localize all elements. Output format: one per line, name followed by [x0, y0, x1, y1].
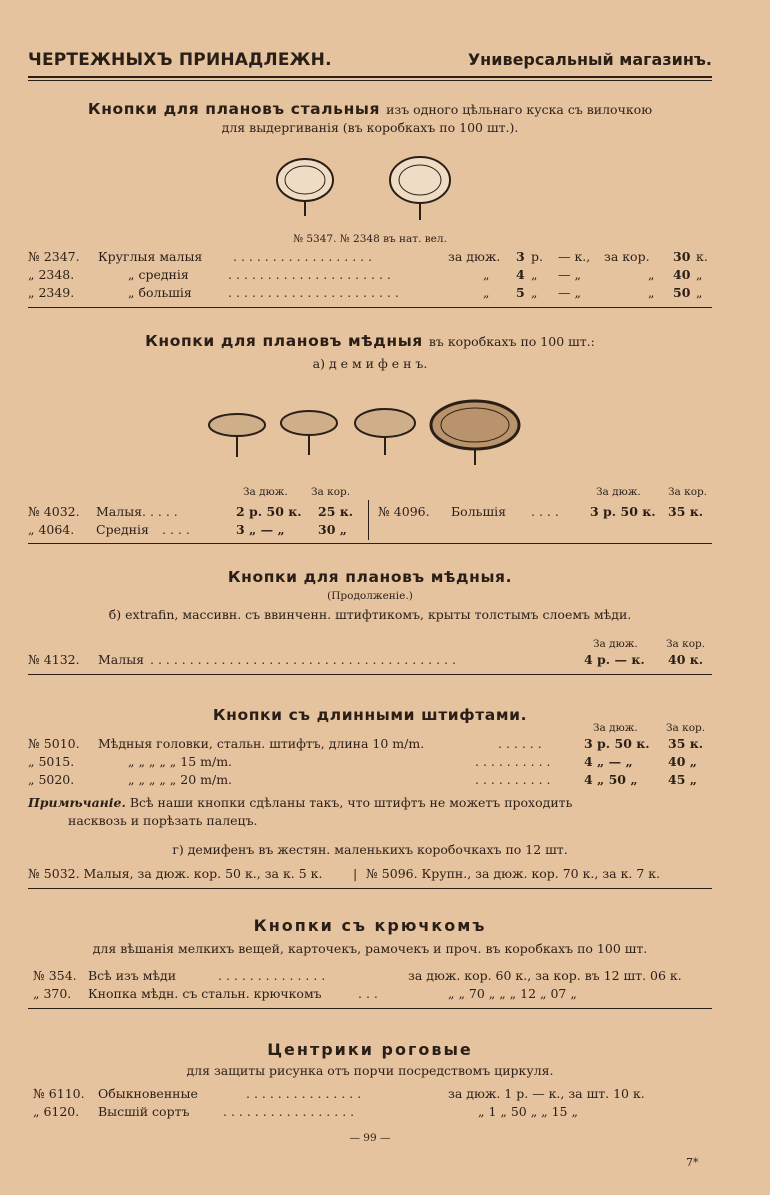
section-subtitle: для защиты рисунка отъ порчи посредствомъ циркуля.	[186, 1063, 554, 1078]
section-title: Кнопки съ длинными штифтами.	[212, 706, 528, 724]
section-divider	[28, 307, 712, 308]
signature-mark: 7*	[686, 1156, 699, 1169]
table-row: № 6110. Обыкновенные . . . . . . . . . . . . . . . за дюж. 1 р. — к., за шт. 10 к.	[33, 1086, 645, 1101]
catalog-page: ЧЕРТЕЖНЫХЪ ПРИНАДЛЕЖН. Универсальный магазинъ. Кнопки для плановъ стальныя изъ одного цѣльнаго куска съ вилочкою для выдергиванія (въ коробкахъ по 100 шт.). № 5347. № 2348 въ нат. вел. № 2347. Круглыя малыя . . . . . . . . . . . . . . . . . . за дюж. 3 р. — к., за кор. 30 к. „ 2348. „ среднія . . . . . . . . . . . . . . . . . . . . . „ 4 „ — „ „ 40 „ „ 2349. „ большія . . . . . . . . . . . . . . . . . . . . . . „ 5 „ — „ „ 50 „ Кнопки для плановъ мѣдныя въ коробкахъ по 100 шт.: а) д е м и ф е н ъ. За дюж. За кор. За дюж. За кор. № 4032. Малыя . . . . . 2 р. 50 к. 25 к. № 4096. Большія . . . . 3 р. 50 к. 35 к. „ 4064. Среднія . . . . 3 „ — „ 30 „ Кнопки для плановъ мѣдныя. (Продолженіе.) б) extrafin, массивн. съ ввинченн. штифтикомъ, крыты толстымъ слоемъ мѣди. За дюж. За кор. № 4132. Малыя . . . . . . . . . . . . . . . . . . . . . . . . . . . . . . . . . . . . . . . 4 р. — к. 40 к. Кнопки съ длинными штифтами. За дюж. За кор. № 5010. Мѣдныя головки, стальн. штифтъ, длина 10 m/m. . . . . . . 3 р. 50 к. 35 к. „ 5015. „ „ „ „ „ 15 m/m. . . . . . . . . . . 4 „ — „ 40 „ „ 5020. „ „ „ „ „ 20 m/m. . . . . . . . . . . 4 „ 50 „ 45 „ Примѣчаніе. Всѣ наши кнопки сдѣланы такъ, что штифтъ не можетъ проходить насквозь и порѣзать палецъ. г) демифенъ въ жестян. маленькихъ коробочкахъ по 12 шт. № 5032. Малыя, за дюж. кор. 50 к., за к. 5 к. | № 5096. Крупн., за дюж. кор. 70 к., за к. 7 к. Кнопки съ крючкомъ для вѣшанія мелкихъ вещей, карточекъ, рамочекъ и проч. въ коробкахъ по 100 шт. № 354. Всѣ изъ мѣди . . . . . . . . . . . . . . за дюж. кор. 60 к., за кор. въ 12 шт. 06 к. „ 370. Кнопка мѣдн. съ стальн. крючкомъ . . . „ „ 70 „ „ „ 12 „ 07 „ Центрики роговые для защиты рисунка отъ порчи посредствомъ циркуля. № 6110. Обыкновенные . . . . . . . . . . . . . . . за дюж. 1 р. — к., за шт. 10 к. „ 6120. Высшій сортъ . . . . . . . . . . . . . . . . . „ 1 „ 50 „ „ 15 „ — 99 — 7*	[28, 50, 712, 1169]
tin-small-price: № 5032. Малыя, за дюж. кор. 50 к., за к. 5 к.	[28, 866, 323, 881]
table-row: № 4132. Малыя . . . . . . . . . . . . . . . . . . . . . . . . . . . . . . . . . . . . . . . 4 р. — к. 40 к.	[28, 652, 704, 667]
note-text: Всѣ наши кнопки сдѣланы такъ, что штифтъ не можетъ проходить	[129, 795, 573, 810]
section-title-rest: изъ одного цѣльнаго куска съ вилочкою	[386, 102, 653, 117]
table-row: „ 6120. Высшій сортъ . . . . . . . . . . . . . . . . . „ 1 „ 50 „ „ 15 „	[33, 1104, 578, 1119]
table-row: „ 2349. „ большія . . . . . . . . . . . . . . . . . . . . . . „ 5 „ — „ „ 50 „	[28, 285, 703, 300]
pin-5347-image	[277, 159, 333, 216]
section-subtitle: для вѣшанія мелкихъ вещей, карточекъ, рамочекъ и проч. въ коробкахъ по 100 шт.	[92, 941, 648, 956]
section-divider	[28, 888, 712, 889]
price-table-steel	[28, 249, 712, 303]
section-title: Кнопки для плановъ мѣдныя	[145, 332, 423, 350]
steel-pins-illustration	[265, 150, 465, 230]
section-brass-pins-cont	[28, 568, 712, 622]
section-title: Кнопки для плановъ стальныя	[87, 100, 381, 118]
pin-2348-image	[390, 157, 450, 220]
table-row: „ 2348. „ среднія . . . . . . . . . . . . . . . . . . . . . „ 4 „ — „ „ 40 „	[28, 267, 703, 282]
section-title: Кнопки съ крючкомъ	[253, 916, 487, 935]
price-table-brass	[28, 504, 712, 540]
note-label: Примѣчаніе.	[28, 795, 126, 810]
section-divider	[28, 674, 712, 675]
price-table-long-pins	[28, 736, 712, 790]
table-row: № 2347. Круглыя малыя . . . . . . . . . . . . . . . . . . за дюж. 3 р. — к., за кор. 30 к.	[28, 249, 708, 264]
section-divider	[28, 543, 712, 544]
pin-large-image	[355, 409, 415, 455]
running-header	[28, 50, 712, 76]
price-table-hooks	[28, 968, 712, 1004]
header-rule-thin	[28, 80, 712, 81]
section-title: Центрики роговые	[267, 1040, 473, 1059]
pin-xlarge-image	[431, 401, 519, 465]
header-rule	[28, 76, 712, 78]
section-title: Кнопки для плановъ мѣдныя.	[227, 568, 513, 586]
table-row: № 354. Всѣ изъ мѣди . . . . . . . . . . . . . . за дюж. кор. 60 к., за кор. въ 12 шт. 06 к.	[33, 968, 682, 983]
section-subtitle: для выдергиванія (въ коробкахъ по 100 шт.).	[221, 120, 519, 135]
tin-large-price: № 5096. Крупн., за дюж. кор. 70 к., за к. 7 к.	[366, 866, 661, 881]
figure-caption: № 5347. № 2348 въ нат. вел.	[293, 233, 447, 245]
section-brass-pins	[28, 332, 712, 371]
section-divider	[28, 1008, 712, 1009]
section-horn-centers	[28, 1040, 712, 1078]
table-row: № 4032. Малыя . . . . . 2 р. 50 к. 25 к. № 4096. Большія . . . . 3 р. 50 к. 35 к.	[28, 504, 704, 519]
section-subtitle: а) д е м и ф е н ъ.	[312, 356, 428, 371]
price-table-extrafin	[28, 652, 712, 670]
table-row: „ 4064. Среднія . . . . 3 „ — „ 30 „	[28, 522, 347, 537]
table-row: „ 5015. „ „ „ „ „ 15 m/m. . . . . . . . . . . 4 „ — „ 40 „	[28, 754, 697, 769]
page-number: — 99 —	[349, 1132, 391, 1144]
continued-label: (Продолженіе.)	[327, 590, 413, 602]
pin-small-image	[209, 414, 265, 457]
note-block	[28, 794, 712, 830]
table-row: № 5010. Мѣдныя головки, стальн. штифтъ, длина 10 m/m. . . . . . . 3 р. 50 к. 35 к.	[28, 736, 704, 751]
header-left: ЧЕРТЕЖНЫХЪ ПРИНАДЛЕЖН.	[28, 50, 332, 70]
pin-medium-image	[281, 411, 337, 455]
table-row: „ 5020. „ „ „ „ „ 20 m/m. . . . . . . . . . . 4 „ 50 „ 45 „	[28, 772, 697, 787]
note-text-2: насквозь и порѣзать палецъ.	[68, 813, 258, 828]
section-steel-pins	[28, 100, 712, 135]
section-subtitle: б) extrafin, массивн. съ ввинченн. штифтикомъ, крыты толстымъ слоемъ мѣди.	[108, 607, 632, 622]
section-title-rest: въ коробкахъ по 100 шт.:	[428, 334, 595, 349]
table-row: „ 370. Кнопка мѣдн. съ стальн. крючкомъ . . . „ „ 70 „ „ „ 12 „ 07 „	[33, 986, 577, 1001]
price-table-centers	[28, 1086, 712, 1122]
section-subtitle: г) демифенъ въ жестян. маленькихъ коробочкахъ по 12 шт.	[172, 842, 568, 857]
section-hook-pins	[28, 916, 712, 956]
brass-pins-illustration	[205, 395, 525, 475]
header-right: Универсальный магазинъ.	[467, 50, 712, 69]
